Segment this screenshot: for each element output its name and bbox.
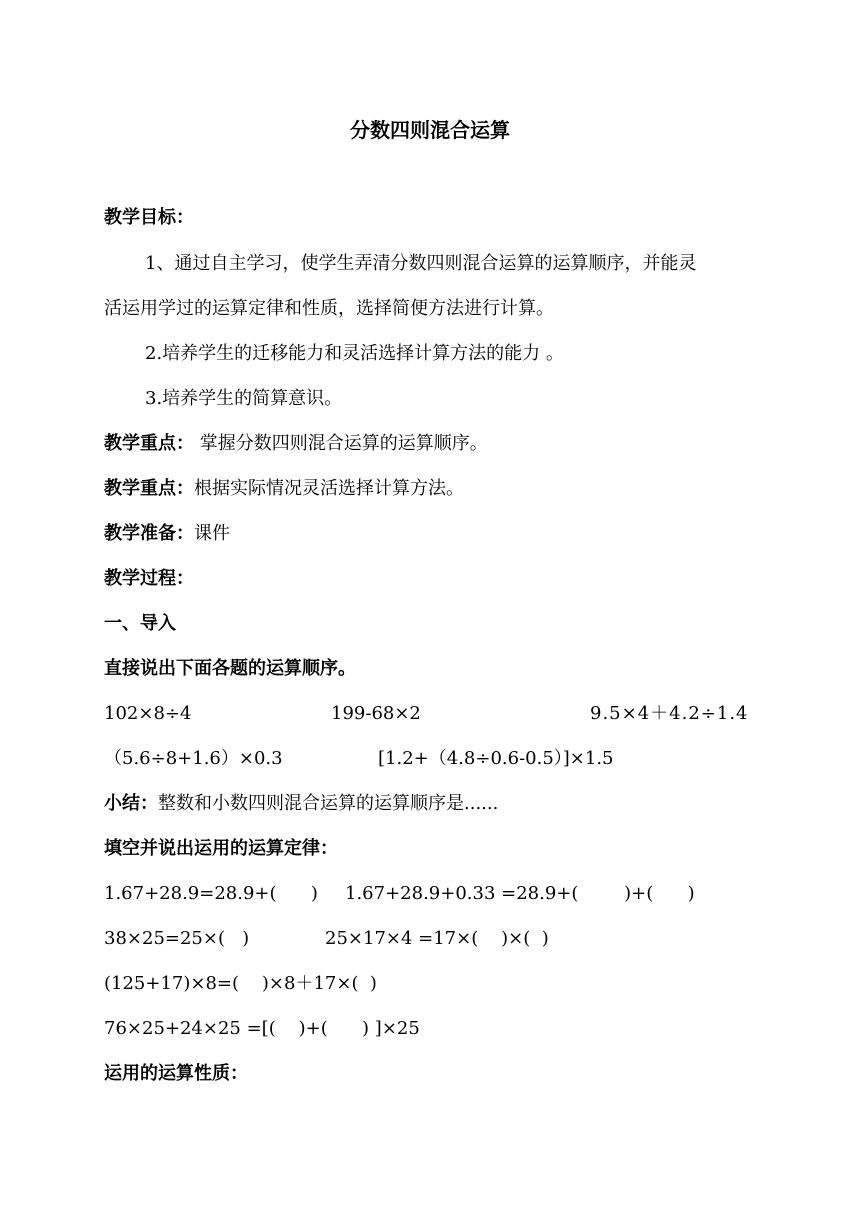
goal-1-line-2: 活运用学过的运算定律和性质，选择简便方法进行计算。	[104, 298, 554, 319]
fill-item-2: 1.67+28.9+0.33 =28.9+( )+( )	[345, 883, 695, 904]
fill-prompt: 填空并说出运用的运算定律：	[104, 838, 338, 859]
preparation	[104, 521, 230, 547]
goal-2: 2.培养学生的迁移能力和灵活选择计算方法的能力 。	[145, 343, 564, 364]
page-title: 分数四则混合运算	[350, 118, 510, 142]
summary-label: 小结：	[104, 793, 158, 814]
key-point-1-label: 教学重点：	[104, 433, 194, 454]
fill-item-6: 76×25+24×25 =[( )+( ) ]×25	[104, 1018, 420, 1039]
key-point-1	[104, 431, 488, 457]
goal-3: 3.培养学生的简算意识。	[145, 388, 343, 409]
order-prompt: 直接说出下面各题的运算顺序。	[104, 658, 356, 679]
fill-item-4: 25×17×4 =17×( )×( )	[325, 928, 549, 949]
summary	[104, 791, 498, 817]
fill-item-3: 38×25=25×( )	[104, 928, 250, 949]
expression-a: 102×8÷4	[104, 703, 192, 724]
key-point-2-label: 教学重点：	[104, 478, 194, 499]
fill-item-5: (125+17)×8=( )×8＋17×( )	[104, 973, 377, 994]
preparation-text: 课件	[194, 523, 230, 544]
expression-d: （5.6÷8+1.6）×0.3	[104, 748, 283, 769]
goals-heading: 教学目标：	[104, 207, 194, 228]
expression-c: 9.5×4＋4.2÷1.4	[590, 703, 749, 724]
key-point-1-text: 掌握分数四则混合运算的运算顺序。	[194, 433, 488, 454]
preparation-label: 教学准备：	[104, 523, 194, 544]
expression-e: [1.2+（4.8÷0.6-0.5）]×1.5	[378, 748, 614, 769]
goal-1-line-1: 1、通过自主学习，使学生弄清分数四则混合运算的运算顺序，并能灵	[145, 253, 697, 274]
expression-b: 199-68×2	[331, 703, 421, 724]
intro-heading: 一、导入	[104, 613, 176, 634]
summary-text: 整数和小数四则混合运算的运算顺序是......	[158, 793, 499, 814]
property-prompt: 运用的运算性质：	[104, 1063, 248, 1084]
key-point-2-text: 根据实际情况灵活选择计算方法。	[194, 478, 464, 499]
process-heading: 教学过程：	[104, 568, 194, 589]
key-point-2	[104, 476, 464, 502]
fill-item-1: 1.67+28.9=28.9+( )	[104, 883, 318, 904]
